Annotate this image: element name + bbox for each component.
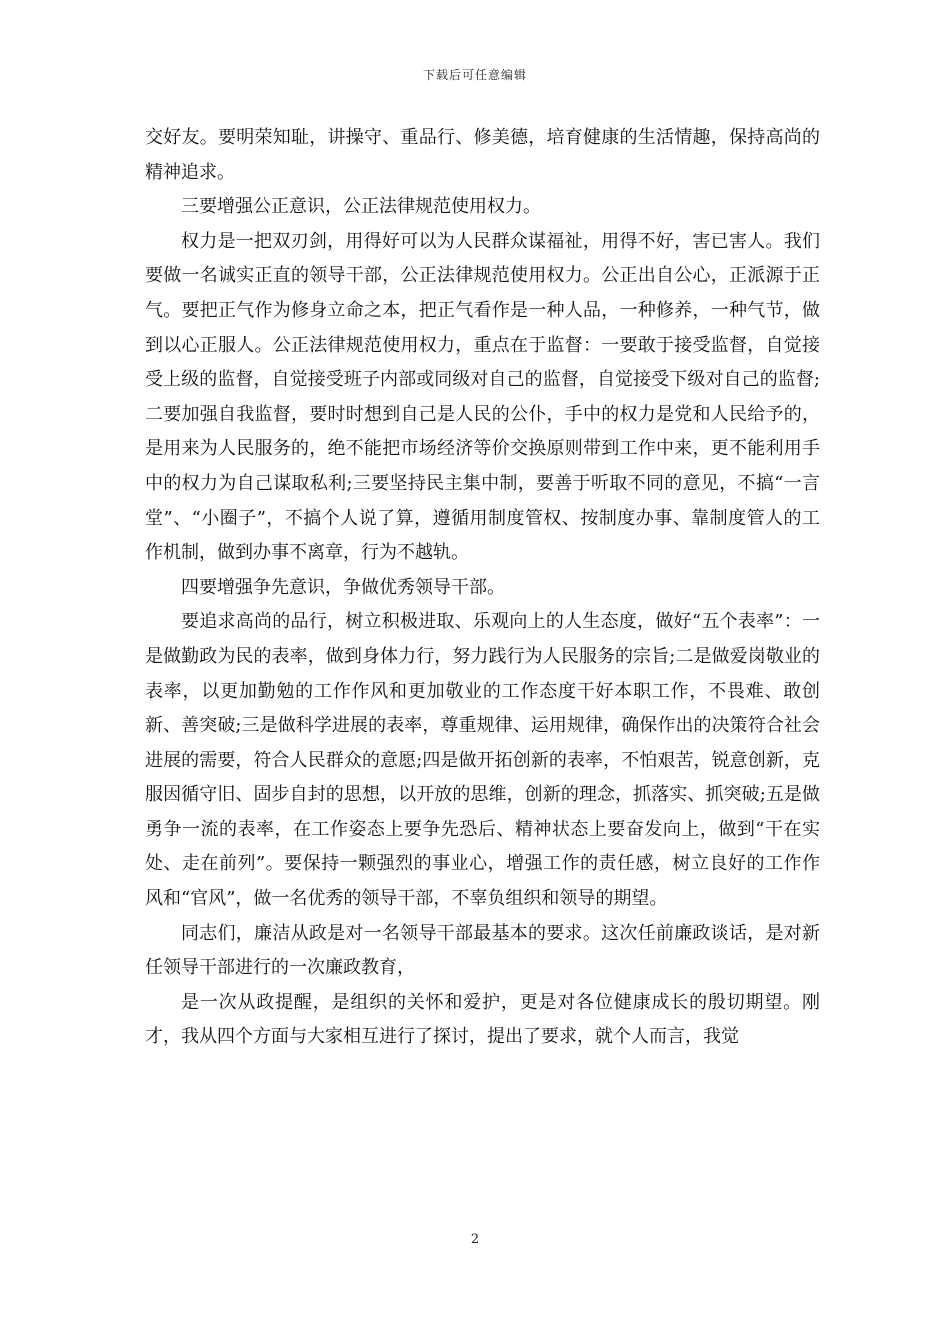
paragraph: 权力是一把双刃剑，用得好可以为人民群众谋福祉，用得不好，害已害人。我们要做一名诚实正直的领导干部，公正法律规范使用权力。公正出自公心，正派源于正气。要把正气作为修身立命之本，把正气看作是一种人品，一种修养，一种气节，做到以心正服人。公正法律规范使用权力，重点在于监督：一要敢于接受监督，自觉接受上级的监督，自觉接受班子内部或同级对自己的监督，自觉接受下级对自己的监督;二要加强自我监督，要时时想到自己是人民的公仆，手中的权力是党和人民给予的，是用来为人民服务的，绝不能把市场经济等价交换原则带到工作中来，更不能利用手中的权力为自己谋取私利;三要坚持民主集中制，要善于听取不同的意见，不搞“一言堂”、“小圈子”，不搞个人说了算，遵循用制度管权、按制度办事、靠制度管人的工作机制，做到办事不离章，行为不越轨。 xyxy=(145,230,820,564)
paragraph: 同志们，廉洁从政是对一名领导干部最基本的要求。这次任前廉政谈话，是对新任领导干部进行的一次廉政教育， xyxy=(145,922,820,979)
section-heading: 三要增强公正意识，公正法律规范使用权力。 xyxy=(181,196,541,218)
document-body xyxy=(145,121,820,1055)
page-number: 2 xyxy=(470,1232,480,1247)
header-note: 下载后可任意编辑 xyxy=(422,68,527,82)
paragraph: 交好友。要明荣知耻，讲操守、重品行、修美德，培育健康的生活情趣，保持高尚的精神追求。 xyxy=(145,127,820,183)
paragraph: 是一次从政提醒，是组织的关怀和爱护，更是对各位健康成长的殷切期望。刚才，我从四个方面与大家相互进行了探讨，提出了要求，就个人而言，我觉 xyxy=(145,991,820,1048)
paragraph: 要追求高尚的品行，树立积极进取、乐观向上的人生态度，做好“五个表率”：一是做勤政为民的表率，做到身体力行，努力践行为人民服务的宗旨;二是做爱岗敬业的表率，以更加勤勉的工作作风和更加敬业的工作态度干好本职工作，不畏难、敢创新、善突破;三是做科学进展的表率，尊重规律、运用规律，确保作出的决策符合社会进展的需要，符合人民群众的意愿;四是做开拓创新的表率，不怕艰苦，锐意创新，克服因循守旧、固步自封的思想，以开放的思维，创新的理念，抓落实、抓突破;五是做勇争一流的表率，在工作姿态上要争先恐后、精神状态上要奋发向上，做到“干在实处、走在前列”。要保持一颗强烈的事业心，增强工作的责任感，树立良好的工作作风和“官风”，做一名优秀的领导干部，不辜负组织和领导的期望。 xyxy=(145,611,820,910)
section-heading: 四要增强争先意识，争做优秀领导干部。 xyxy=(181,576,505,598)
